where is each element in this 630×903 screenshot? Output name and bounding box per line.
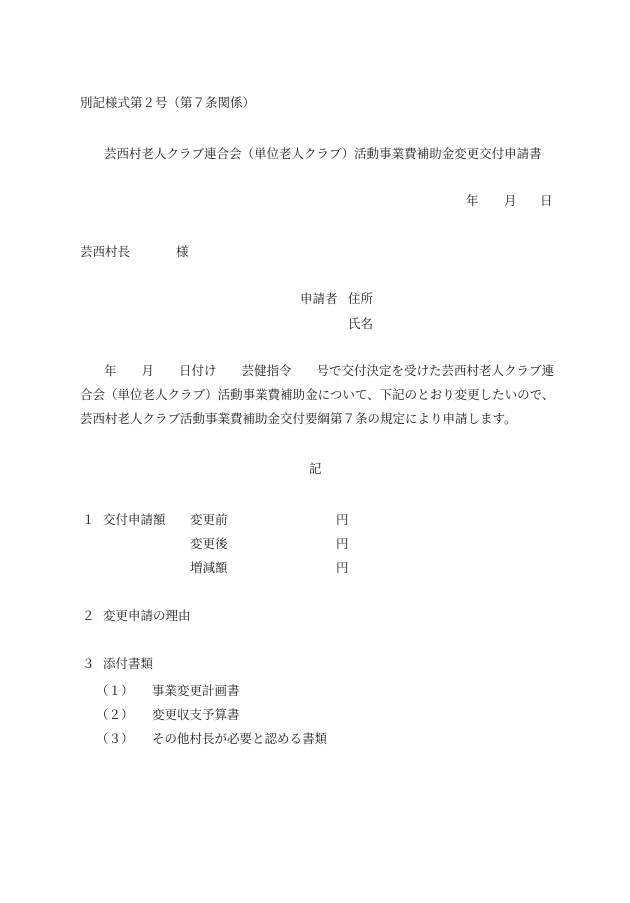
section1-label: 交付申請額 bbox=[103, 512, 166, 527]
body-paragraph bbox=[80, 359, 555, 431]
addressee-honorific: 様 bbox=[176, 244, 189, 259]
addressee-name: 芸西村長 bbox=[80, 244, 131, 259]
section2-number: ２ bbox=[82, 608, 95, 623]
section1-row-diff-label: 増減額 bbox=[190, 560, 228, 575]
section3-item-1-number: （１） bbox=[96, 683, 134, 698]
section3-item-2-label: 変更収支予算書 bbox=[152, 707, 240, 722]
body-line-1: 年 月 日付け 芸健指令 号で交付決定を受けた芸西村老人クラブ連 bbox=[104, 363, 555, 378]
section1-number: １ bbox=[82, 512, 95, 527]
section3-item-3-number: （３） bbox=[96, 731, 134, 746]
body-line-3: 芸西村老人クラブ活動事業費補助金交付要綱第７条の規定により申請します。 bbox=[80, 411, 517, 426]
section3-item-3-label: その他村長が必要と認める書類 bbox=[152, 731, 328, 746]
applicant-name-label: 氏名 bbox=[348, 316, 374, 331]
section1-row-diff-unit: 円 bbox=[336, 560, 349, 575]
section1-row-after-label: 変更後 bbox=[190, 536, 228, 551]
date-month-label: 月 bbox=[504, 193, 517, 208]
section2-label: 変更申請の理由 bbox=[103, 608, 191, 623]
form-label: 別記様式第２号（第７条関係） bbox=[80, 95, 256, 110]
document-title: 芸西村老人クラブ連合会（単位老人クラブ）活動事業費補助金変更交付申請書 bbox=[104, 146, 542, 161]
applicant-label: 申請者 bbox=[300, 291, 338, 306]
section1-row-before-unit: 円 bbox=[336, 512, 349, 527]
section3-number: ３ bbox=[82, 656, 95, 671]
section3-item-2-number: （２） bbox=[96, 707, 134, 722]
body-line-2: 合会（単位老人クラブ）活動事業費補助金について、下記のとおり変更したいので、 bbox=[80, 387, 555, 402]
applicant-address-label: 住所 bbox=[348, 291, 374, 306]
date-day-label: 日 bbox=[540, 193, 553, 208]
date-year-label: 年 bbox=[466, 193, 479, 208]
section1-row-before-label: 変更前 bbox=[190, 512, 228, 527]
ki-heading: 記 bbox=[309, 461, 322, 476]
section3-label: 添付書類 bbox=[103, 656, 154, 671]
section3-item-1-label: 事業変更計画書 bbox=[152, 683, 240, 698]
section1-row-after-unit: 円 bbox=[336, 536, 349, 551]
